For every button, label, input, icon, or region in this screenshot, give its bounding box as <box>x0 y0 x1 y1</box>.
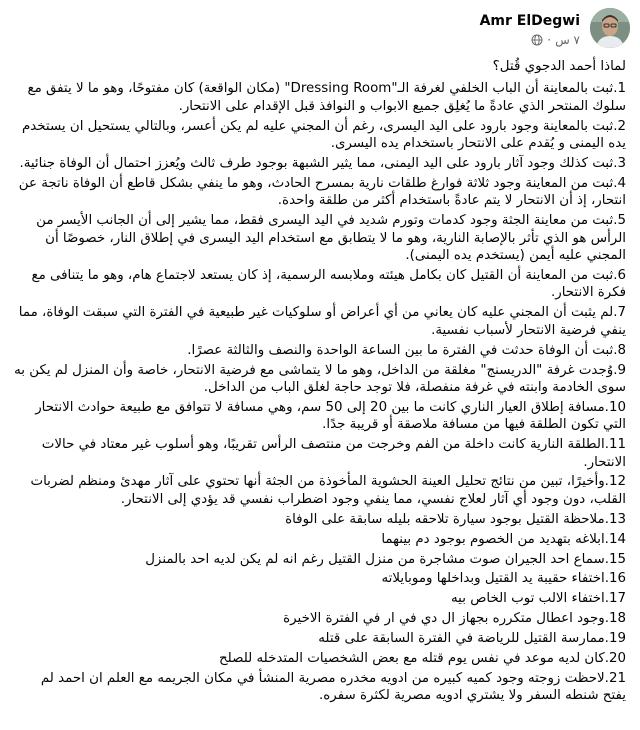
post-item-13: 13.ملاحظة القتيل بوجود سيارة تلاحقه بليله سابقة على الوفاة <box>285 511 626 527</box>
meta-separator: · <box>547 33 552 47</box>
post-item-8: 8.ثبت أن الوفاة حدثت في الفترة ما بين الساعة الواحدة والنصف والثالثة عصرًا. <box>187 342 626 358</box>
post-title: لماذا أحمد الدجوي قُتل؟ <box>492 59 626 74</box>
post-item-2: 2.ثبت بالمعاينة وجود بارود على اليد اليسرى، رغم أن المجني عليه لم يكن أعسر، وبالتالي يستحيل ان يستخدم يده اليمنى و يُقدم على الانتحار باستخدام يده اليسرى. <box>21 118 626 152</box>
post-body <box>14 58 626 707</box>
post-meta <box>480 32 580 48</box>
post-item-19: 19.ممارسة القتيل للرياضة في الفترة السابقة على قتله <box>318 631 626 647</box>
post-item-14: 14.ابلاغه بتهديد من الخصوم بوجود دم بينهما <box>381 531 626 547</box>
post-item-10: 10.مسافة إطلاق العيار الناري كانت ما بين 20 إلى 50 سم، وهي مسافة لا تتوافق مع طبيعة حوادث الانتحار التي تكون الطلقة فيها من مسافة ملاصقة أو قريبة جدًا. <box>35 399 626 433</box>
author-block <box>480 12 580 48</box>
post-item-20: 20.كان لديه موعد في نفس يوم قتله مع بعض الشخصيات المتدخله للصلح <box>219 651 626 667</box>
post-item-5: 5.ثبت من معاينة الجثة وجود كدمات وتورم شديد في اليد اليسرى فقط، مما يشير إلى أن الجانب الأيسر من الرأس هو الذي تأثر بالإصابة النارية، وهو ما لا يتطابق مع استخدام اليد اليسرى في إطلاق النار، خصوصًا أن المجني عليه أيمن (يستخدم يده اليمنى). <box>36 213 626 264</box>
globe-icon[interactable] <box>531 34 543 46</box>
post-item-21: 21.لاحظت زوجته وجود كميه كبيره من ادويه مخدره مصرية المنشأ في مكان الجريمه مع العلم ان احمد لم يفتح شنطه السفر ولا يشتري ادويه مصرية لكثرة سفره. <box>40 671 626 704</box>
post-item-1: 1.ثبت بالمعاينة أن الباب الخلفي لغرفة الـ"Dressing Room" (مكان الواقعة) كان مفتوحًا، وهو ما لا يتفق مع سلوك المنتحر الذي عادةً ما يُغلِق جميع الابواب و النوافذ قبل الإقدام على الانتحار. <box>27 81 626 114</box>
post-item-17: 17.اختفاء الالب توب الخاص بيه <box>450 591 626 607</box>
post-item-7: 7.لم يثبت أن المجني عليه كان يعاني من أي أعراض أو سلوكيات غير طبيعية في الفترة التي سبقت الوفاة، مما ينفي فرضية الانتحار لأسباب نفسية. <box>18 305 626 338</box>
post-item-11: 11.الطلقة النارية كانت داخلة من الفم وخرجت من منتصف الرأس تقريبًا، وهو أسلوب غير معتاد في حالات الانتحار. <box>41 437 626 470</box>
author-name[interactable]: Amr ElDegwi <box>479 13 580 29</box>
post-item-18: 18.وجود اعطال متكرره بجهاز ال دي في ار في الفترة الاخيرة <box>283 611 626 627</box>
post-item-3: 3.ثبت كذلك وجود آثار بارود على اليد اليمنى، مما يثير الشبهة بوجود طرف ثالث ويُعزز احتمال أن الوفاة جنائية. <box>19 156 626 172</box>
avatar[interactable] <box>590 8 630 48</box>
post-item-9: 9.وُجدت غرفة "الدريسنج" مغلقة من الداخل، وهو ما لا يتماشى مع فرضية الانتحار، خاصة وأن المنزل لم يكن به سوى الخادمة وابنته في غرفة منفصلة، فلا توجد حاجة لغلق الباب من الداخل. <box>14 362 626 395</box>
post-item-4: 4.ثبت من المعاينة وجود ثلاثة فوارغ طلقات نارية بمسرح الحادث، وهو ما ينفي بشكل قاطع أن الوفاة ناتجة عن انتحار، إذ أن الانتحار لا يتم عادةً باستخدام أكثر من طلقة واحدة. <box>18 175 626 209</box>
post-header <box>10 8 630 56</box>
post-time[interactable]: ٧ س <box>555 33 580 47</box>
avatar-image <box>590 8 630 48</box>
post-item-6: 6.ثبت من المعاينة أن القتيل كان بكامل هيئته وملابسه الرسمية، إذ كان يستعد لاجتماع هام، وهو ما يتنافى مع فكرة الانتحار. <box>31 267 626 301</box>
post-item-16: 16.اختفاء حقيبة يد القتيل وبداخلها وموبايلاته <box>381 571 626 587</box>
post-item-12: 12.وأخيرًا، تبين من نتائج تحليل العينة الحشوية المأخوذة من الجثة أنها تحتوي على آثار مهدئ ومنظم لضربات القلب، دون وجود أي آثار لعلاج نفسي، مما ينفي وجود اضطراب نفسي قد يؤدي إلى الانتحار. <box>30 474 626 507</box>
post-item-15: 15.سماع احد الجيران صوت مشاجرة من منزل القتيل رغم انه لم يكن لديه احد بالمنزل <box>145 551 626 567</box>
